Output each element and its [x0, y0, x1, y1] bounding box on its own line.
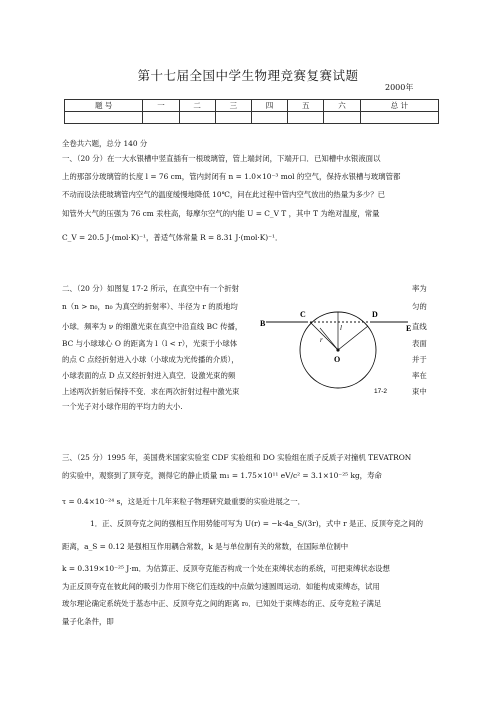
score-cell — [179, 112, 215, 124]
q2-right-fragment: 束中 — [412, 387, 427, 396]
refraction-figure — [258, 300, 418, 400]
label-o: O — [334, 355, 341, 364]
table-header-cell: 五 — [288, 100, 324, 112]
refracted-path-1 — [310, 322, 338, 350]
q1-line: 一、（20 分）在一大水银槽中竖直插有一根玻璃管，管上端封闭，下端开口．已知槽中水银液面以 — [62, 154, 381, 163]
q1-line: 上的那部分玻璃管的长度 l = 76 cm，管内封闭有 n = 1.0×10⁻³ mol 的空气，保持水银槽与玻璃管都 — [62, 172, 401, 181]
exam-intro: 全卷共六题，总分 140 分 — [62, 139, 148, 148]
table-header-cell: 四 — [251, 100, 287, 112]
q3-line: k = 0.319×10⁻²⁵ J·m．为估算正、反顶夸克能否构成一个处在束缚状态的系统，可把束缚状态设想 — [62, 564, 390, 573]
q2-line: 二、（20 分）如图复 17-2 所示，在真空中有一个折射 — [62, 284, 240, 293]
score-cell — [288, 112, 324, 124]
exam-year: 2000年 — [385, 83, 414, 92]
refracted-path-2 — [338, 326, 368, 350]
q2-right-fragment: 匀的 — [412, 302, 427, 311]
q1-line: 知管外大气的压强为 76 cm 汞柱高，每摩尔空气的内能 U = C_V T ，其中 T 为绝对温度，常量 — [62, 209, 380, 218]
q3-line: 1．正、反顶夸克之间的强相互作用势能可写为 U(r) = −k·4a_S/(3r)，式中 r 是正、反顶夸克之间的 — [90, 519, 423, 528]
table-header-cell: 题 号 — [65, 100, 143, 112]
q3-line: 为正反顶夸克在彼此间的吸引力作用下绕它们连线的中点做匀速圆周运动．如能构成束缚态，试用 — [62, 582, 380, 591]
label-e: E — [406, 324, 412, 333]
label-b: B — [260, 319, 266, 328]
q2-line: 上述两次折射后保持不变．求在两次折射过程中激光束 — [62, 387, 240, 396]
score-cell — [215, 112, 251, 124]
q2-line: n（n > n₀，n₀ 为真空的折射率）、半径为 r 的质地均 — [62, 302, 238, 311]
score-table — [64, 99, 439, 124]
q2-right-fragment: 并于 — [412, 355, 427, 364]
label-d: D — [372, 310, 378, 319]
q3-line: 量子化条件，即 — [62, 617, 114, 626]
q3-line: 三、（25 分）1995 年，美国费米国家实验室 CDF 实验组和 DO 实验组在质子反质子对撞机 TEVATRON — [62, 453, 412, 462]
table-header-cell: 总 计 — [360, 100, 438, 112]
q2-right-fragment: 率在 — [412, 371, 427, 380]
table-row — [65, 100, 439, 112]
q1-line: 不动而设法使玻璃管内空气的温度缓慢地降低 10℃，问在此过程中管内空气放出的热量为多少？已 — [62, 190, 386, 199]
label-l: l — [340, 324, 342, 332]
q2-right-fragment: 表面 — [412, 339, 427, 348]
table-header-cell: 六 — [324, 100, 360, 112]
q1-line: C_V = 20.5 J·(mol·K)⁻¹，普适气体常量 R = 8.31 J·(mol·K)⁻¹． — [62, 233, 283, 242]
q2-line: BC 与小球球心 O 的距离为 l（l < r），光束于小球体 — [62, 339, 238, 348]
q2-line: 小球．频率为 ν 的细激光束在真空中沿直线 BC 传播， — [62, 322, 243, 331]
q3-line: 的实验中，观察到了顶夸克，测得它的静止质量 m₁ = 1.75×10¹¹ eV/c² = 3.1×10⁻²⁵ kg，寿命 — [62, 471, 382, 480]
table-row — [65, 112, 439, 124]
figure-caption: 17-2 — [374, 388, 388, 395]
table-header-cell: 一 — [143, 100, 179, 112]
q2-right-fragment: 率为 — [412, 284, 427, 293]
label-r: r — [320, 336, 323, 344]
table-header-cell: 二 — [179, 100, 215, 112]
score-cell — [143, 112, 179, 124]
score-cell — [251, 112, 287, 124]
q3-line: τ = 0.4×10⁻²⁴ s，这是近十几年来粒子物理研究最重要的实验进展之一． — [62, 497, 306, 506]
table-header-cell: 三 — [215, 100, 251, 112]
label-c: C — [300, 310, 306, 319]
q2-line: 一个光子对小球作用的平均力的大小. — [62, 402, 183, 411]
q2-right-fragment: 直线 — [412, 322, 427, 331]
score-cell — [360, 112, 438, 124]
score-cell — [65, 112, 143, 124]
q3-line: 玻尔理论确定系统处于基态中正、反顶夸克之间的距离 r₀．已知处于束缚态的正、反夸克粒子满足 — [62, 599, 382, 608]
center-point — [336, 348, 339, 351]
page-title: 第十七届全国中学生物理竞赛复赛试题 — [137, 68, 359, 83]
score-cell — [324, 112, 360, 124]
q3-line: 距离，a_S = 0.12 是强相互作用耦合常数，k 是与单位制有关的常数，在国际单位制中 — [62, 542, 349, 551]
q2-line: 的点 C 点经折射进入小球（小球成为光传播的介质）， — [62, 355, 239, 364]
q2-line: 小球表面的点 D 点又经折射进入真空．设激光束的频 — [62, 371, 236, 380]
